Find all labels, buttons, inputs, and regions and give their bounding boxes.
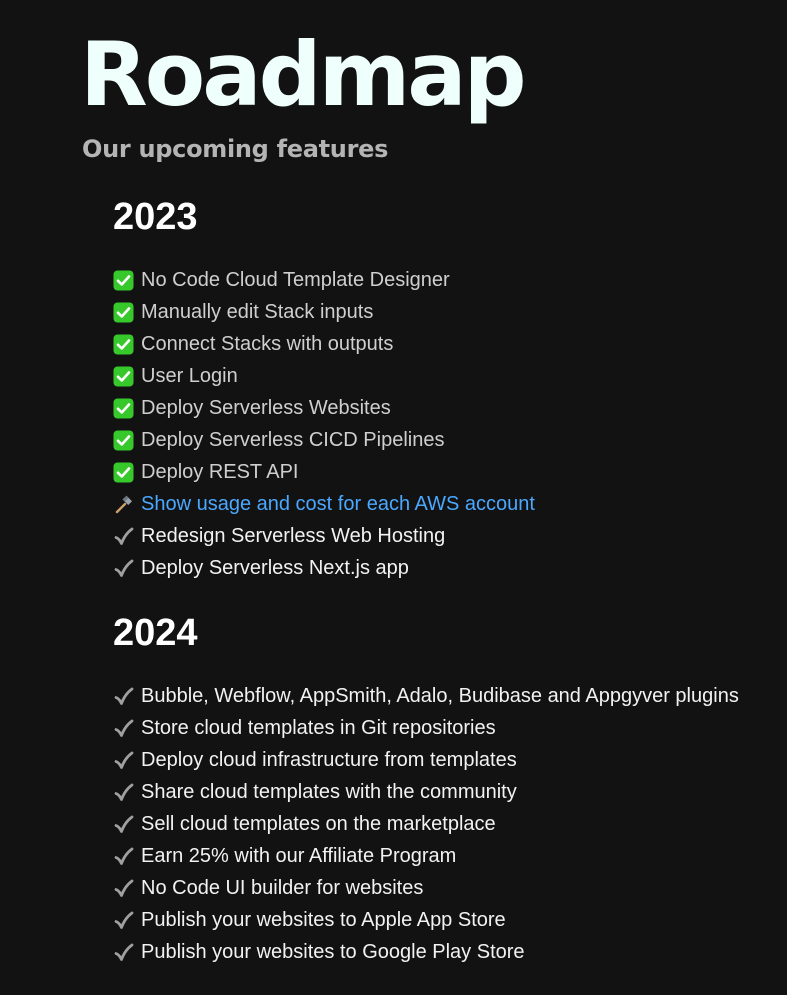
roadmap-item bbox=[113, 712, 739, 744]
roadmap-item bbox=[113, 424, 535, 456]
check-mark-button-icon bbox=[113, 366, 134, 387]
roadmap-item-label: Publish your websites to Google Play Store bbox=[141, 940, 525, 963]
roadmap-item-label: Sell cloud templates on the marketplace bbox=[141, 812, 496, 835]
check-mark-icon bbox=[113, 686, 134, 707]
check-mark-icon bbox=[113, 718, 134, 739]
check-mark-button-icon bbox=[113, 398, 134, 419]
roadmap-item bbox=[113, 328, 535, 360]
roadmap-item-label: Bubble, Webflow, AppSmith, Adalo, Budibase and Appgyver plugins bbox=[141, 684, 739, 707]
roadmap-item-label: Share cloud templates with the community bbox=[141, 780, 517, 803]
roadmap-item-label: No Code UI builder for websites bbox=[141, 876, 424, 899]
roadmap-item bbox=[113, 680, 739, 712]
roadmap-item bbox=[113, 360, 535, 392]
check-mark-button-icon bbox=[113, 270, 134, 291]
page-title: Roadmap bbox=[80, 23, 524, 126]
roadmap-item-label: Deploy cloud infrastructure from templates bbox=[141, 748, 517, 771]
roadmap-item-label: Redesign Serverless Web Hosting bbox=[141, 524, 446, 547]
roadmap-item-label: Deploy Serverless CICD Pipelines bbox=[141, 428, 445, 451]
roadmap-item bbox=[113, 808, 739, 840]
roadmap-item bbox=[113, 520, 535, 552]
roadmap-item bbox=[113, 840, 739, 872]
roadmap-item bbox=[113, 552, 535, 584]
roadmap-section-2023 bbox=[113, 193, 535, 584]
check-mark-icon bbox=[113, 782, 134, 803]
roadmap-item bbox=[113, 456, 535, 488]
year-heading: 2023 bbox=[113, 196, 198, 238]
check-mark-button-icon bbox=[113, 302, 134, 323]
roadmap-item-label: Manually edit Stack inputs bbox=[141, 300, 374, 323]
roadmap-item[interactable] bbox=[113, 488, 535, 520]
roadmap-item-label: No Code Cloud Template Designer bbox=[141, 268, 450, 291]
check-mark-icon bbox=[113, 558, 134, 579]
roadmap-item-label: Deploy Serverless Websites bbox=[141, 396, 391, 419]
check-mark-button-icon bbox=[113, 334, 134, 355]
roadmap-item bbox=[113, 296, 535, 328]
check-mark-icon bbox=[113, 878, 134, 899]
hammer-icon bbox=[113, 494, 134, 515]
check-mark-button-icon bbox=[113, 462, 134, 483]
roadmap-item-link[interactable]: Show usage and cost for each AWS account bbox=[141, 492, 535, 515]
roadmap-section-2024 bbox=[113, 609, 739, 968]
roadmap-item bbox=[113, 776, 739, 808]
year-heading: 2024 bbox=[113, 612, 198, 654]
roadmap-item bbox=[113, 264, 535, 296]
check-mark-icon bbox=[113, 526, 134, 547]
roadmap-item bbox=[113, 744, 739, 776]
roadmap-item bbox=[113, 904, 739, 936]
roadmap-item bbox=[113, 936, 739, 968]
roadmap-item-label: Store cloud templates in Git repositories bbox=[141, 716, 496, 739]
roadmap-item-label: Earn 25% with our Affiliate Program bbox=[141, 844, 457, 867]
roadmap-item-label: Deploy REST API bbox=[141, 460, 299, 483]
roadmap-item-label: Deploy Serverless Next.js app bbox=[141, 556, 409, 579]
roadmap-item-label: Publish your websites to Apple App Store bbox=[141, 908, 506, 931]
roadmap-item-label: User Login bbox=[141, 364, 238, 387]
roadmap-item bbox=[113, 392, 535, 424]
check-mark-icon bbox=[113, 910, 134, 931]
page-subtitle: Our upcoming features bbox=[82, 135, 389, 163]
roadmap-item bbox=[113, 872, 739, 904]
check-mark-icon bbox=[113, 942, 134, 963]
check-mark-button-icon bbox=[113, 430, 134, 451]
check-mark-icon bbox=[113, 814, 134, 835]
roadmap-list bbox=[113, 264, 535, 584]
roadmap-list bbox=[113, 680, 739, 968]
check-mark-icon bbox=[113, 846, 134, 867]
check-mark-icon bbox=[113, 750, 134, 771]
roadmap-item-label: Connect Stacks with outputs bbox=[141, 332, 394, 355]
